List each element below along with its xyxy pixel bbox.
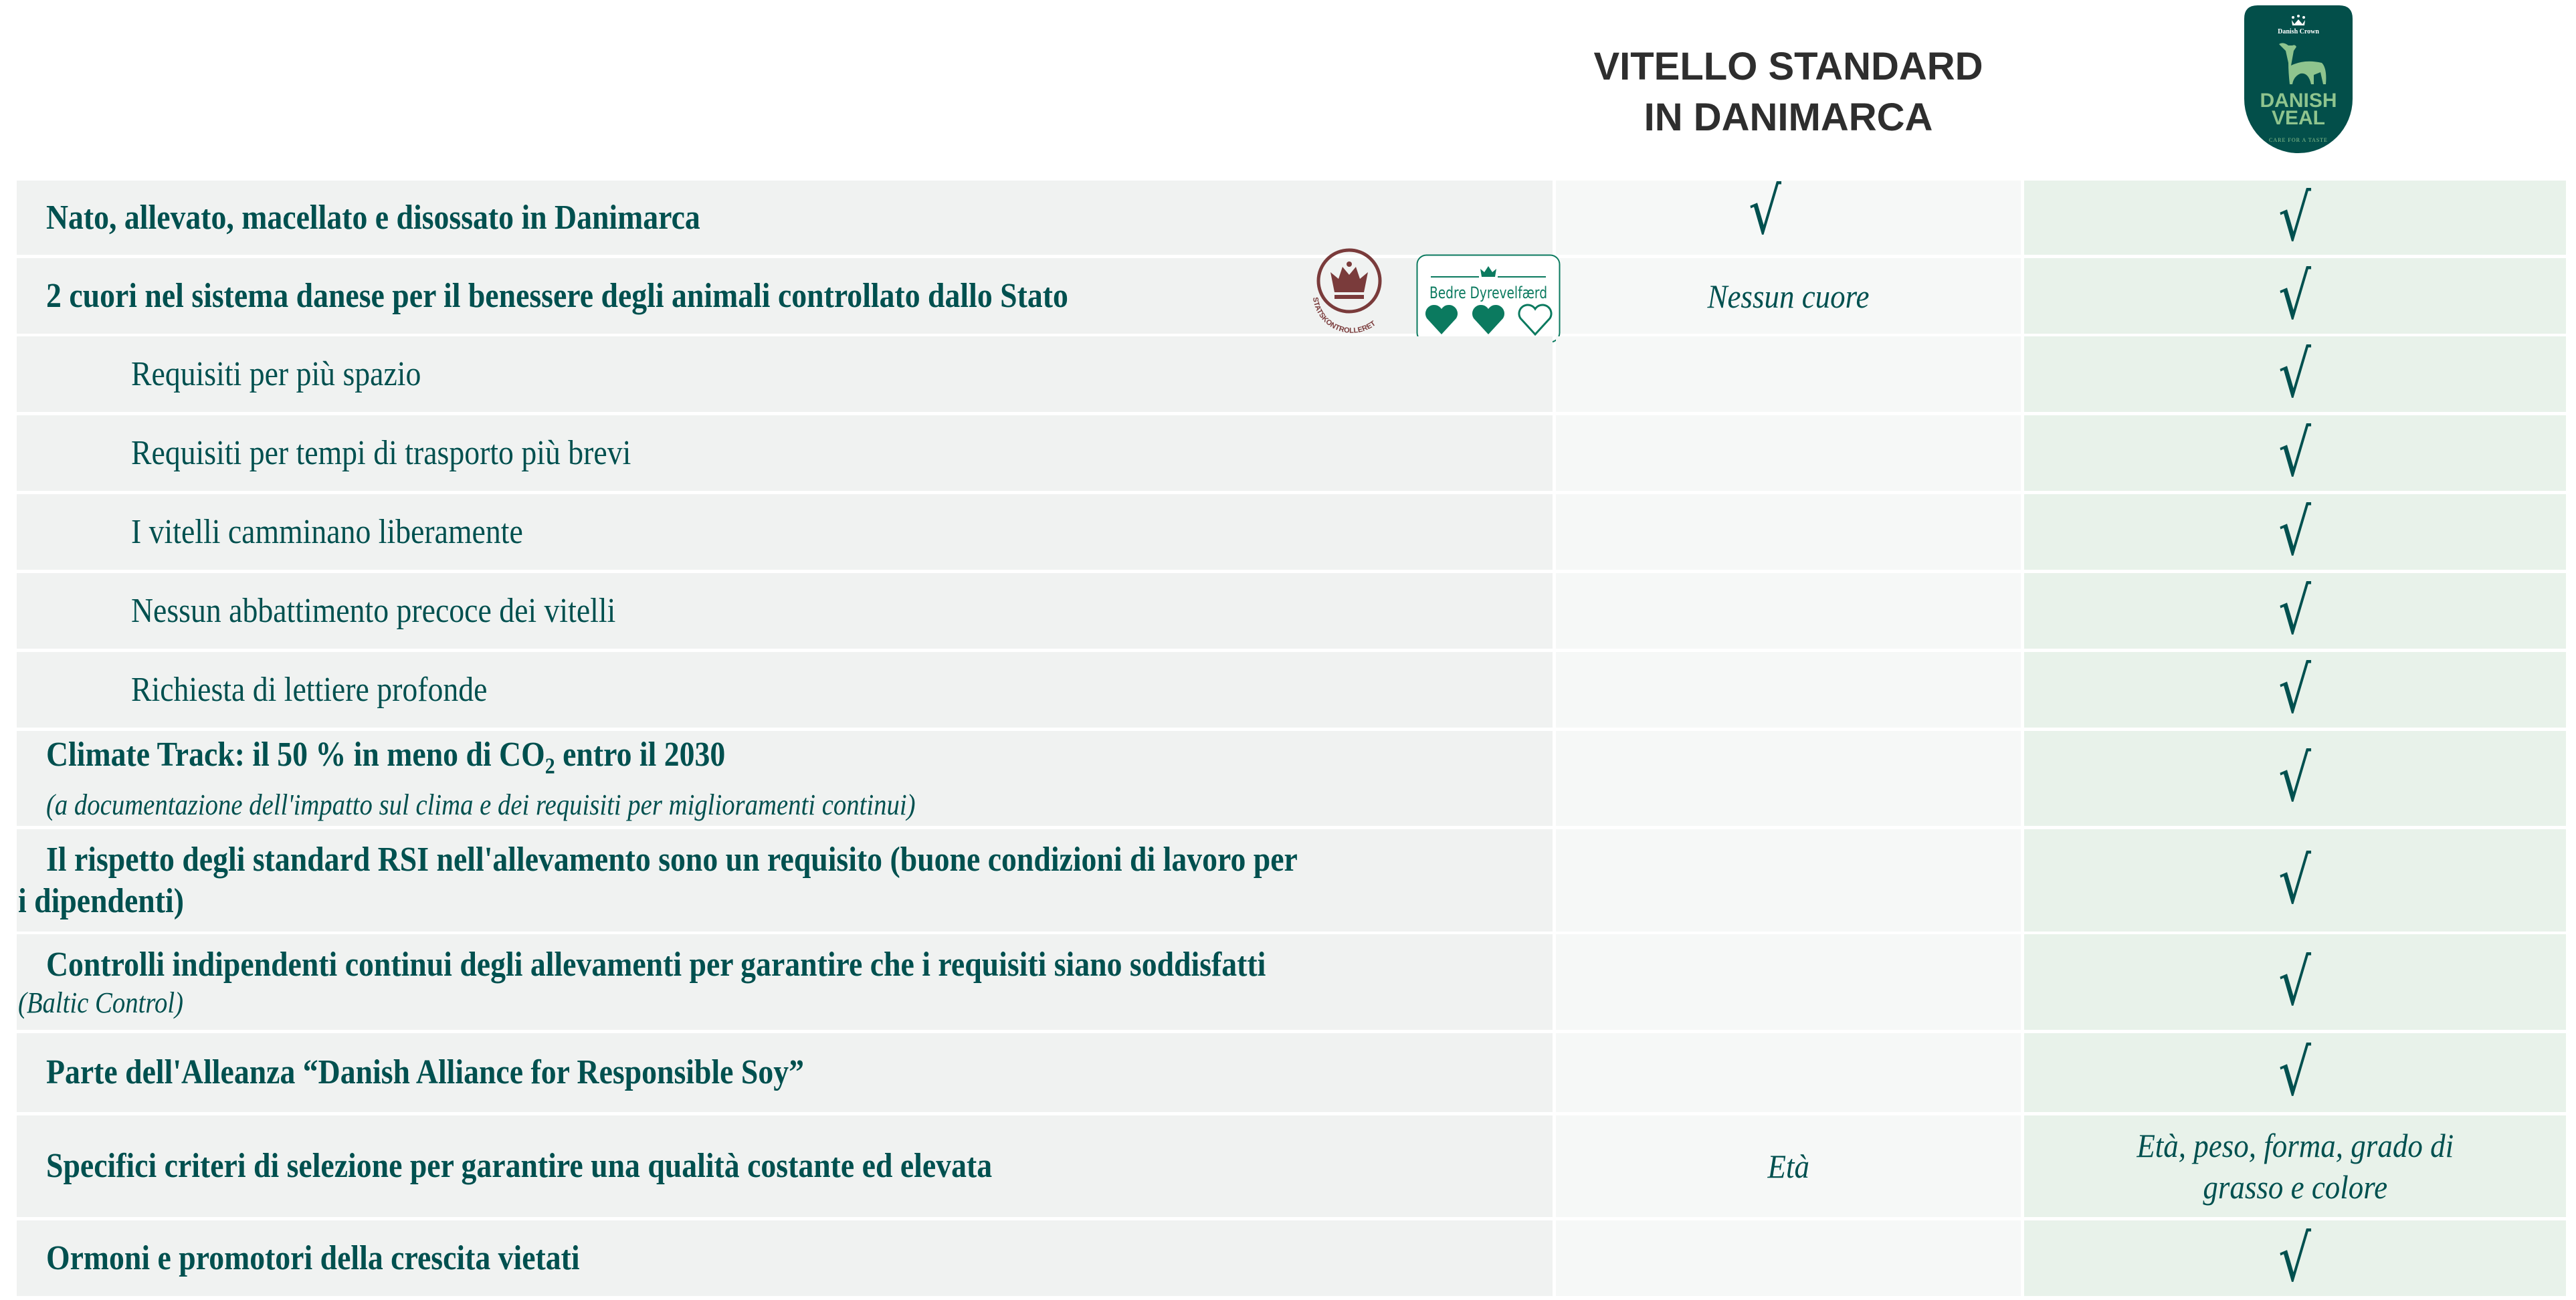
standard-value: Nessun cuore — [1707, 277, 1870, 315]
criterion-label: Ormoni e promotori della crescita vietati — [46, 1238, 580, 1277]
danish-veal-cell — [2024, 731, 2566, 826]
danish-veal-cell — [2024, 336, 2566, 412]
criterion-cell — [17, 1220, 1553, 1296]
criterion-label — [46, 734, 915, 787]
criterion-label: Parte dell'Alleanza “Danish Alliance for Responsible Soy” — [46, 1053, 805, 1091]
table-row — [0, 573, 2576, 649]
check-icon: √ — [2278, 944, 2312, 1020]
danish-veal-cell — [2024, 934, 2566, 1030]
criterion-cell — [17, 934, 1553, 1030]
svg-text:STATSKONTROLLERET — [1311, 297, 1377, 335]
standard-header-line1: VITELLO STANDARD — [1593, 45, 1983, 88]
table-row — [0, 173, 2576, 255]
standard-header-line2: IN DANIMARCA — [1644, 96, 1933, 139]
svg-text:CARE FOR A TASTE: CARE FOR A TASTE — [2269, 137, 2328, 143]
table-row — [0, 1033, 2576, 1112]
standard-cell — [1556, 1115, 2021, 1217]
criterion-label: I vitelli camminano liberamente — [131, 512, 523, 551]
check-icon: √ — [2278, 258, 2312, 334]
criterion-label: Il rispetto degli standard RSI nell'allevamento sono un requisito (buone condizioni di lavoro per — [46, 840, 1298, 879]
danish-veal-value-line2: grasso e colore — [2203, 1168, 2387, 1206]
criterion-cell — [17, 336, 1553, 412]
table-row — [0, 1115, 2576, 1217]
statskontrolleret-seal-icon — [1308, 244, 1391, 338]
standard-cell — [1556, 573, 2021, 649]
criterion-label: Controlli indipendenti continui degli allevamenti per garantire che i requisiti siano soddisfatti — [46, 945, 1266, 984]
check-icon: √ — [2278, 741, 2312, 816]
check-icon: √ — [2278, 573, 2312, 649]
check-icon: √ — [2278, 494, 2312, 570]
danish-veal-cell — [2024, 258, 2566, 334]
check-icon: √ — [2278, 843, 2312, 918]
standard-cell — [1556, 1220, 2021, 1296]
danish-veal-cell — [2024, 415, 2566, 491]
criterion-label: Nato, allevato, macellato e disossato in Danimarca — [46, 198, 700, 237]
criterion-cell — [17, 1115, 1553, 1217]
table-row — [0, 731, 2576, 826]
table-row — [0, 829, 2576, 932]
danish-veal-cell — [2024, 829, 2566, 932]
criterion-cell — [17, 1033, 1553, 1112]
criterion-label: Richiesta di lettiere profonde — [131, 670, 488, 709]
criterion-cell — [17, 652, 1553, 728]
label-part: entro il 2030 — [555, 736, 726, 774]
standard-cell — [1556, 415, 2021, 491]
bedre-title: Bedre Dyrevelfærd — [1429, 284, 1547, 302]
standard-cell — [1556, 829, 2021, 932]
danish-veal-cell — [2024, 494, 2566, 570]
danish-veal-cell — [2024, 1115, 2566, 1217]
check-icon: √ — [2278, 415, 2312, 491]
danish-veal-logo — [2244, 5, 2353, 152]
seal-text: STATSKONTROLLERET — [1310, 296, 1377, 335]
standard-cell — [1556, 1033, 2021, 1112]
check-icon: √ — [2278, 336, 2312, 412]
standard-column-header — [1556, 41, 2021, 143]
criterion-cell — [17, 731, 1553, 826]
check-icon: √ — [2278, 1220, 2312, 1296]
criterion-cell — [17, 573, 1553, 649]
danish-veal-cell — [2024, 652, 2566, 728]
check-icon: √ — [2278, 1035, 2312, 1110]
table-row — [0, 652, 2576, 728]
danish-veal-cell — [2024, 1220, 2566, 1296]
standard-cell — [1556, 336, 2021, 412]
standard-cell — [1556, 173, 2021, 255]
criterion-note: (a documentazione dell'impatto sul clima e dei requisiti per miglioramenti continui) — [46, 788, 916, 821]
standard-cell — [1556, 652, 2021, 728]
criterion-label-continued: i dipendenti) — [18, 881, 184, 920]
label-part: Climate Track: il 50 % in meno di CO — [46, 736, 545, 774]
table-row — [0, 1220, 2576, 1296]
svg-text:Danish Crown: Danish Crown — [2278, 28, 2319, 35]
svg-text:DANISH: DANISH — [2260, 90, 2337, 112]
criterion-label: Requisiti per più spazio — [131, 354, 421, 393]
criterion-label: Requisiti per tempi di trasporto più brevi — [131, 433, 631, 472]
table-row — [0, 336, 2576, 412]
danish-veal-value-line1: Età, peso, forma, grado di — [2137, 1127, 2454, 1164]
criterion-note: (Baltic Control) — [18, 986, 183, 1019]
criterion-label: Specifici criteri di selezione per garantire una qualità costante ed elevata — [46, 1147, 993, 1185]
criterion-cell — [17, 829, 1553, 932]
criterion-cell — [17, 415, 1553, 491]
table-row — [0, 934, 2576, 1030]
standard-value: Età — [1767, 1148, 1809, 1185]
criterion-label: 2 cuori nel sistema danese per il benessere degli animali controllato dallo Stato — [46, 276, 1068, 315]
danish-veal-cell — [2024, 1033, 2566, 1112]
criterion-label: Nessun abbattimento precoce dei vitelli — [131, 591, 616, 630]
standard-cell — [1556, 934, 2021, 1030]
check-icon: √ — [2278, 652, 2312, 728]
criterion-cell — [17, 494, 1553, 570]
table-row — [0, 258, 2576, 334]
standard-cell — [1556, 494, 2021, 570]
table-row — [0, 494, 2576, 570]
check-icon: √ — [1749, 173, 1781, 249]
standard-cell — [1556, 258, 2021, 334]
check-icon: √ — [2278, 180, 2312, 255]
svg-text:VEAL: VEAL — [2271, 107, 2326, 129]
standard-cell — [1556, 731, 2021, 826]
danish-veal-cell — [2024, 181, 2566, 255]
subscript: 2 — [544, 754, 555, 779]
danish-veal-cell — [2024, 573, 2566, 649]
table-row — [0, 415, 2576, 491]
bedre-dyrevelfaerd-badge — [1416, 254, 1561, 343]
